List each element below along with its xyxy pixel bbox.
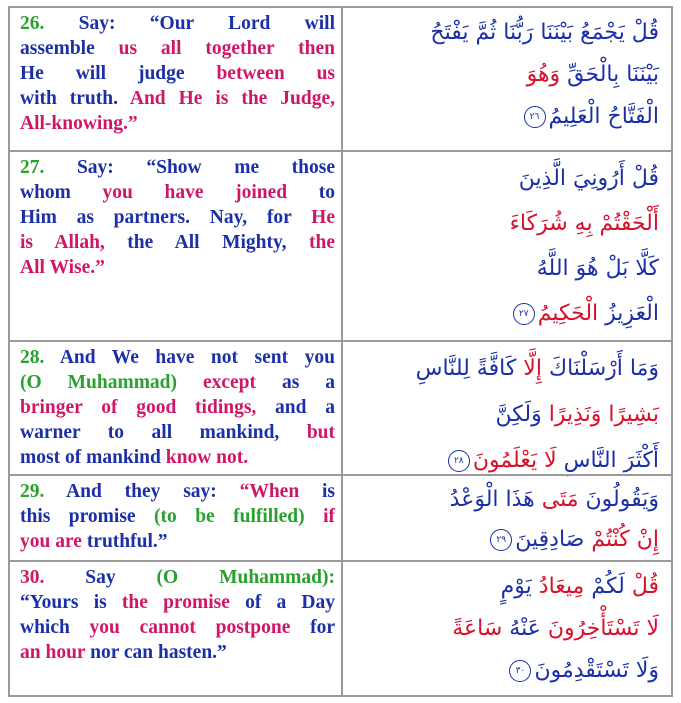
arabic-segment: عَنْهُ [502, 616, 541, 641]
translation-segment: warner to all mankind, [20, 422, 307, 443]
arabic-segment: إِنْ كُنْتُمْ [584, 527, 659, 552]
english-translation-28 [10, 342, 343, 474]
arabic-segment: الْفَتَّاحُ الْعَلِيمُ [548, 104, 659, 129]
translation-segment: you have joined [102, 182, 319, 203]
arabic-segment: يَوْمٍ [500, 574, 539, 599]
translation-segment: the [309, 232, 336, 253]
arabic-line [355, 346, 659, 392]
translation-line [20, 445, 335, 470]
translation-line [20, 420, 335, 445]
arabic-segment: كَافَّةً لِلنَّاسِ [415, 356, 524, 381]
ayah-number-marker: ٢٦ [524, 106, 546, 128]
translation-line [20, 36, 335, 61]
translation-segment: All-knowing.” [20, 113, 138, 134]
ayah-number-marker: ٢٨ [448, 450, 470, 472]
translation-segment: nor can hasten.” [90, 642, 227, 663]
arabic-line [355, 12, 659, 54]
arabic-segment: وَمَا أَرْسَلْنَاكَ [541, 356, 659, 381]
translation-segment: the promise [121, 592, 246, 613]
translation-segment: you cannot postpone [89, 617, 311, 638]
verse-row-26 [10, 8, 671, 150]
translation-line [20, 370, 335, 395]
translation-line [20, 345, 335, 370]
arabic-line [355, 54, 659, 96]
translation-segment: 29. [20, 481, 45, 502]
arabic-segment: قُلْ يَجْمَعُ بَيْنَنَا رَبُّنَا ثُمَّ يَفْتَحُ [430, 20, 659, 45]
arabic-segment: الْعَزِيزُ [598, 301, 659, 326]
arabic-segment: أَلْحَقْتُمْ بِهِ شُرَكَاءَ [509, 211, 659, 236]
arabic-segment: وَيَقُولُونَ [578, 487, 659, 512]
translation-segment: and a [275, 397, 335, 418]
arabic-segment: وَلَكِنَّ [495, 402, 542, 427]
translation-segment: between us [216, 63, 335, 84]
translation-segment: bringer of good tidings, [20, 397, 276, 418]
arabic-line [355, 608, 659, 650]
arabic-text-29 [345, 476, 671, 560]
ayah-number-marker: ٣٠ [509, 660, 531, 682]
translation-segment: truthful.” [86, 531, 168, 552]
translation-segment: 26. [20, 13, 45, 34]
translation-line [20, 205, 335, 230]
translation-segment: And they say: [44, 481, 240, 502]
translation-segment: the All Mighty, [127, 232, 310, 253]
translation-segment: Say [44, 567, 157, 588]
translation-segment: if [323, 506, 335, 527]
translation-segment: most of mankind [20, 447, 166, 468]
english-translation-29 [10, 476, 343, 560]
translation-segment: which [20, 617, 90, 638]
arabic-line [355, 566, 659, 608]
arabic-segment: صَادِقِينَ [515, 527, 585, 552]
translation-line [20, 395, 335, 420]
arabic-line [355, 291, 659, 336]
translation-line [20, 180, 335, 205]
translation-segment: 27. [20, 157, 45, 178]
verse-row-30 [10, 560, 671, 695]
translation-segment: And We have not sent you [44, 347, 335, 368]
translation-segment: Say: “Our Lord will [44, 13, 335, 34]
arabic-segment: قُلْ أَرُونِيَ الَّذِينَ [518, 166, 659, 191]
arabic-line [355, 392, 659, 438]
english-translation-27 [10, 152, 343, 340]
arabic-line [355, 201, 659, 246]
translation-segment: as a [281, 372, 335, 393]
translation-segment: 30. [20, 567, 45, 588]
arabic-segment: وَهُوَ [526, 62, 561, 87]
ayah-number-marker: ٢٩ [490, 529, 512, 551]
translation-line [20, 615, 335, 640]
translation-segment: Say: “Show me those [44, 157, 335, 178]
verse-table [8, 6, 673, 697]
arabic-segment: سَاعَةً [452, 616, 503, 641]
translation-segment: with truth. [20, 88, 130, 109]
translation-segment: And He is the Judge, [129, 88, 335, 109]
arabic-line [355, 246, 659, 291]
arabic-segment: لَا يَعْلَمُونَ [472, 448, 557, 473]
arabic-text-26 [345, 8, 671, 150]
arabic-segment: أَكْثَرَ النَّاسِ [556, 448, 659, 473]
ayah-number-marker: ٢٧ [513, 303, 535, 325]
verse-row-28 [10, 340, 671, 474]
translation-line [20, 479, 335, 504]
translation-segment: then [298, 38, 335, 59]
translation-line [20, 565, 335, 590]
translation-segment: you are [20, 531, 87, 552]
translation-line [20, 155, 335, 180]
arabic-segment: الْحَكِيمُ [537, 301, 599, 326]
arabic-segment: مِيعَادُ [538, 574, 585, 599]
translation-segment: is Allah, [20, 232, 128, 253]
translation-segment: “When [239, 481, 322, 502]
verse-row-27 [10, 150, 671, 340]
arabic-segment: وَلَا تَسْتَقْدِمُونَ [534, 658, 659, 683]
arabic-line [355, 650, 659, 692]
translation-segment: to [318, 182, 335, 203]
arabic-line [355, 96, 659, 138]
translation-segment: for [310, 617, 335, 638]
translation-segment: He [311, 207, 335, 228]
arabic-segment: إِلَّا [523, 356, 542, 381]
arabic-segment: كَلَّا بَلْ هُوَ اللَّهُ [536, 256, 659, 281]
translation-segment: know not. [165, 447, 249, 468]
translation-segment: whom [20, 182, 103, 203]
translation-segment: (to be fulfilled) [154, 506, 324, 527]
translation-segment: “Yours is [20, 592, 122, 613]
translation-line [20, 529, 335, 554]
translation-segment: is [321, 481, 335, 502]
translation-segment: but [306, 422, 335, 443]
translation-segment: of a Day [245, 592, 336, 613]
translation-segment: an hour [20, 642, 91, 663]
translation-line [20, 111, 335, 136]
arabic-line [355, 480, 659, 520]
translation-line [20, 11, 335, 36]
arabic-segment: بَيْنَنَا بِالْحَقِّ [560, 62, 659, 87]
translation-segment: (O Muhammad) [20, 372, 203, 393]
translation-segment: assemble [20, 38, 119, 59]
arabic-segment: هَذَا الْوَعْدُ [449, 487, 542, 512]
arabic-line [355, 520, 659, 560]
translation-segment: (O Muhammad): [156, 567, 335, 588]
english-translation-30 [10, 562, 343, 695]
translation-segment: 28. [20, 347, 45, 368]
arabic-text-27 [345, 152, 671, 340]
translation-segment: us all together [118, 38, 299, 59]
english-translation-26 [10, 8, 343, 150]
arabic-segment: لَا تَسْتَأْخِرُونَ [540, 616, 659, 641]
arabic-segment: بَشِيرًا وَنَذِيرًا [541, 402, 659, 427]
translation-line [20, 640, 335, 665]
arabic-text-30 [345, 562, 671, 695]
translation-segment: He will judge [20, 63, 217, 84]
arabic-segment: لَكُمْ [584, 574, 625, 599]
translation-segment: All Wise.” [20, 257, 105, 278]
translation-segment: except [202, 372, 282, 393]
arabic-line [355, 156, 659, 201]
translation-line [20, 86, 335, 111]
translation-line [20, 230, 335, 255]
translation-line [20, 504, 335, 529]
arabic-segment: قُلْ [624, 574, 659, 599]
translation-line [20, 255, 335, 280]
translation-segment: this promise [20, 506, 155, 527]
translation-line [20, 590, 335, 615]
verse-row-29 [10, 474, 671, 560]
translation-line [20, 61, 335, 86]
arabic-segment: مَتَى [541, 487, 579, 512]
arabic-text-28 [345, 342, 671, 474]
translation-segment: Him as partners. Nay, for [20, 207, 312, 228]
